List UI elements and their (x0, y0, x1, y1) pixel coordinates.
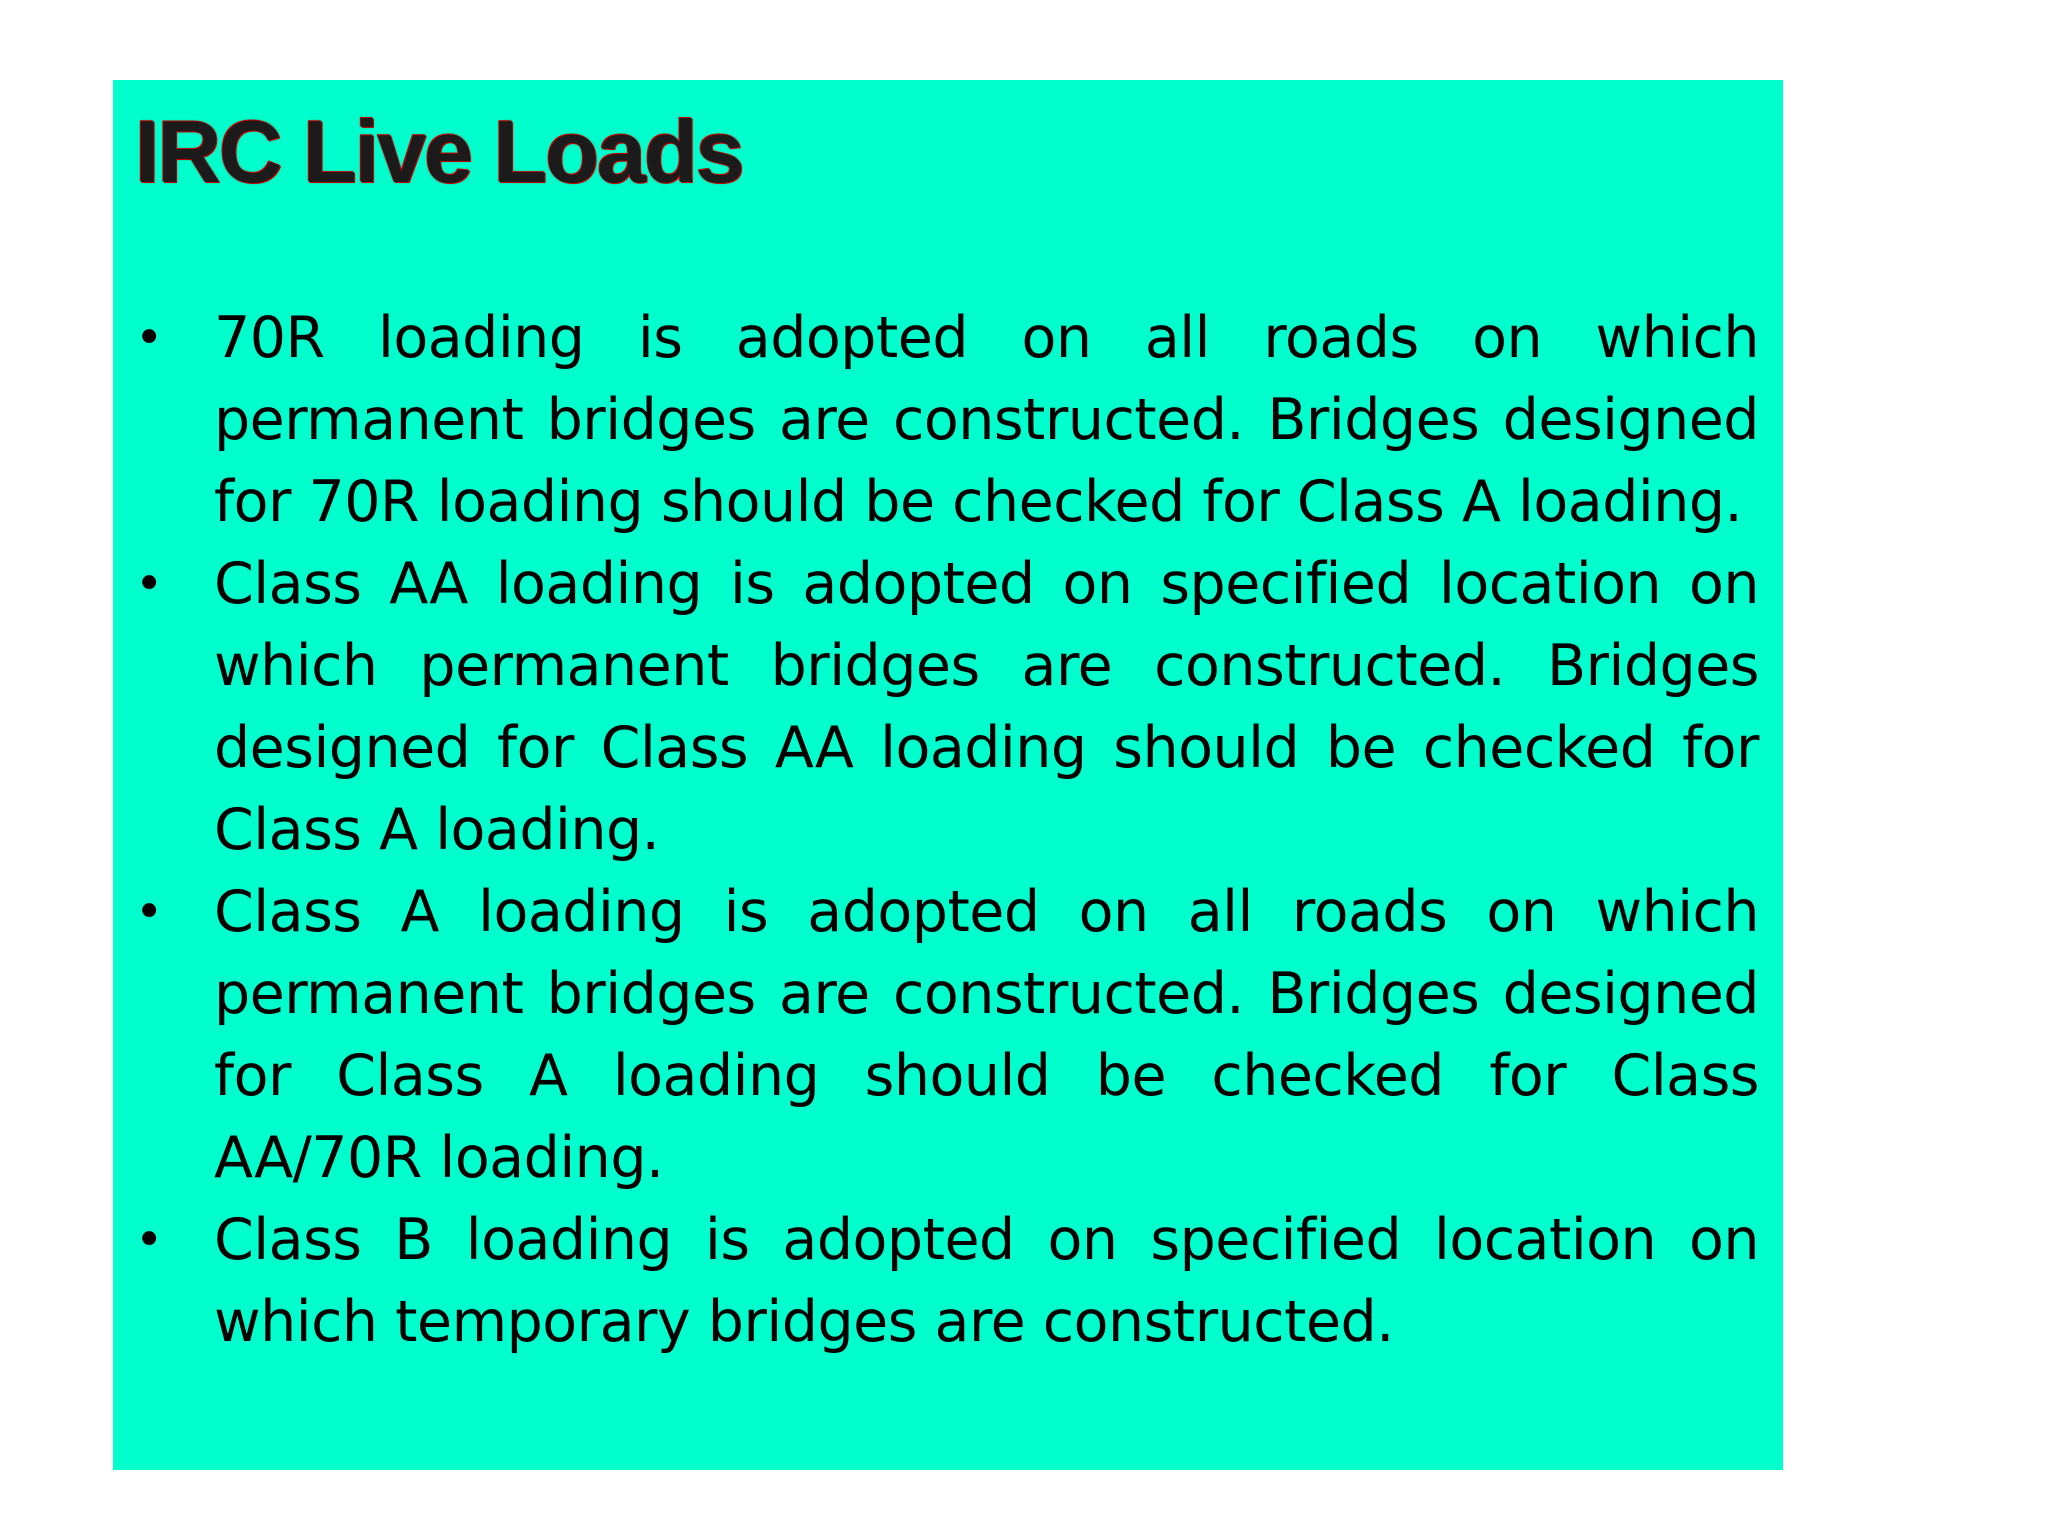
bullet-marker: • (135, 884, 164, 940)
bullet-list (135, 297, 1759, 1363)
bullet-text: Class A loading is adopted on all roads on which permanent bridges are constructed. Bridges designed for Class A loading should be checked for Class AA/70R loading. (214, 879, 1759, 1191)
bullet-item-class-b (135, 1199, 1759, 1363)
bullet-text: 70R loading is adopted on all roads on which permanent bridges are constructed. Bridges designed for 70R loading should be checked for Class A loading. (214, 305, 1759, 535)
bullet-text: Class B loading is adopted on specified location on which temporary bridges are constructed. (214, 1207, 1759, 1355)
bullet-marker: • (135, 556, 164, 612)
bullet-text: Class AA loading is adopted on specified location on which permanent bridges are constructed. Bridges designed for Class AA loading should be checked for Class A loading. (214, 551, 1759, 863)
slide-title: IRC Live Loads (135, 102, 743, 201)
bullet-marker: • (135, 310, 164, 366)
content-panel (113, 80, 1783, 1470)
bullet-item-70r (135, 297, 1759, 543)
bullet-marker: • (135, 1212, 164, 1268)
bullet-item-class-a (135, 871, 1759, 1199)
bullet-item-class-aa (135, 543, 1759, 871)
